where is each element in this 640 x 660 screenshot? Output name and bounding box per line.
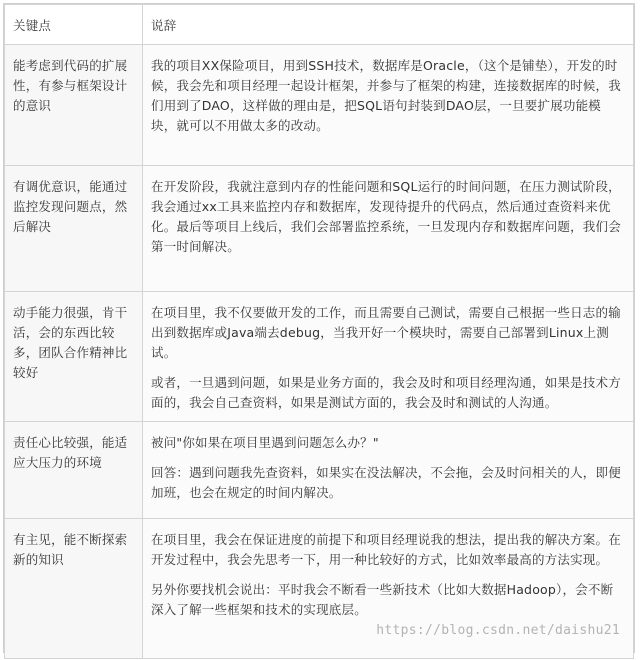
table-row: [5, 45, 634, 166]
talking-point-paragraph: 在开发阶段，我就注意到内存的性能问题和SQL运行的时间问题，在压力测试阶段，我会通过xx工具来监控内存和数据库，发现待提升的代码点，然后通过查资料来优化。最后等项目上线后，我们会部署监控系统，一旦发现内存和数据库问题，我们会第一时间解决。: [151, 179, 621, 254]
row-key-point: 动手能力很强，肯干活，会的东西比较多，团队合作精神比较好: [5, 292, 143, 422]
talking-point-paragraph: 我的项目XX保险项目，用到SSH技术，数据库是Oracle，（这个是铺垫），开发的时候，我会先和项目经理一起设计框架，并参与了框架的构建，连接数据库的时候，我们用到了DAO，这样做的理由是，把SQL语句封装到DAO层，一旦要扩展功能模块，就可以不用做太多的改动。: [151, 58, 621, 133]
row-talking-points: [143, 166, 634, 292]
row-talking-points: [143, 292, 634, 422]
table-row: [5, 292, 634, 422]
header-key-point: 关键点: [5, 5, 143, 45]
talking-point-paragraph: 被问"你如果在项目里遇到问题怎么办？": [151, 435, 379, 450]
talking-point-paragraph: 或者，一旦遇到问题，如果是业务方面的，我会及时和项目经理沟通，如果是技术方面的，我会自己查资料，如果是测试方面的，我会及时和测试的人沟通。: [151, 375, 621, 410]
table-header-row: [5, 5, 634, 45]
talking-point-paragraph: 另外你要找机会说出：平时我会不断看一些新技术（比如大数据Hadoop），会不断深入了解一些框架和技术的实现底层。: [151, 582, 614, 617]
talking-point-paragraph: 在项目里，我会在保证进度的前提下和项目经理说我的想法，提出我的解决方案。在开发过程中，我会先思考一下，用一种比较好的方式，比如效率最高的方法实现。: [151, 532, 621, 567]
row-key-point: 有主见，能不断探索新的知识: [5, 519, 143, 659]
table-row: [5, 422, 634, 519]
row-talking-points: [143, 45, 634, 166]
row-key-point: 有调优意识，能通过监控发现问题点，然后解决: [5, 166, 143, 292]
talking-point-paragraph: 在项目里，我不仅要做开发的工作，而且需要自己测试，需要自己根据一些日志的输出到数据库或Java端去debug，当我开好一个模块时，需要自己部署到Linux上测试。: [151, 305, 621, 360]
row-key-point: 能考虑到代码的扩展性，有参与框架设计的意识: [5, 45, 143, 166]
source-watermark: https://blog.csdn.net/daishu21: [376, 623, 620, 638]
talking-point-paragraph: 回答：遇到问题我先查资料，如果实在没法解决，不会拖，会及时问相关的人，即便加班，也会在规定的时间内解决。: [151, 465, 621, 500]
interview-table-sheet: [3, 3, 635, 653]
header-talking-points: 说辞: [143, 5, 634, 45]
table-row: [5, 166, 634, 292]
row-key-point: 责任心比较强，能适应大压力的环境: [5, 422, 143, 519]
row-talking-points: [143, 422, 634, 519]
interview-table: [4, 4, 634, 659]
